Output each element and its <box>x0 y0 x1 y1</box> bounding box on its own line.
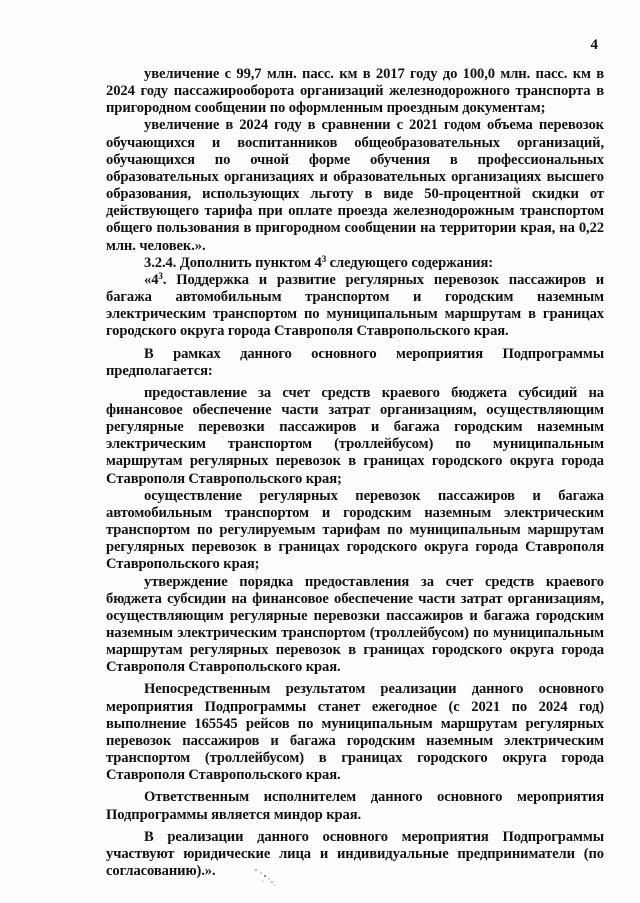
clause-superscript: 3 <box>321 253 327 264</box>
new-point-open: «4 <box>144 271 159 288</box>
clause-3-2-4 <box>106 255 604 272</box>
paragraph-subsidy: предоставление за счет средств краевого бюджета субсидий на финансовое обеспечение части затрат организациям, осуществляющим регулярные перевозки пассажиров и багажа городским наземным электрическим транспортом (троллейбусом) по муниципальным маршрутам регулярных перевозок в границах городского округа города Ставрополя Ставропольского края; <box>106 384 604 487</box>
clause-lead: 3.2.4. Дополнить пунктом 4 <box>144 254 322 271</box>
paragraph-procedure: утверждение порядка предоставления за счет средств краевого бюджета субсидии на финансовое обеспечение части затрат организациям, осуществляющим регулярные перевозки пассажиров и багажа городским наземным электрическим транспортом (троллейбусом) по муниципальным маршрутам регулярных перевозок в границах городского округа города Ставрополя Ставропольского края. <box>106 573 604 676</box>
paragraph-result: Непосредственным результатом реализации данного основного мероприятия Подпрограммы станет ежегодное (с 2021 по 2024 год) выполнение 165545 рейсов по муниципальным маршрутам регулярных перевозок пассажиров и багажа городским наземным электрическим транспортом (троллейбусом) в границах городского округа города Ставрополя Ставропольского края. <box>106 681 604 784</box>
intro-text: рамках данного основного мероприятия Подпрограммы предполагается: <box>106 345 605 379</box>
new-point-heading <box>106 272 604 341</box>
paragraph-executor: Ответственным исполнителем данного основного мероприятия Подпрограммы является миндор края. <box>106 789 604 823</box>
paragraph-intro <box>106 346 604 380</box>
intro-prefix: В <box>144 345 174 362</box>
new-point-superscript: 3 <box>158 270 163 281</box>
paragraph-regular-transport: осуществление регулярных перевозок пассажиров и багажа автомобильным транспортом и городским наземным электрическим транспортом по регулируемым тарифам по муниципальным маршрутам регулярных перевозок в границах городского округа города Ставрополя Ставропольского края; <box>106 487 604 573</box>
paragraph-passenger-turnover: увеличение с 99,7 млн. пасс. км в 2017 году до 100,0 млн. пасс. км в 2024 году пассажирооборота организаций железнодорожного транспорта в пригородном сообщении по оформленным проездным документам; <box>106 66 604 117</box>
scan-smudge <box>252 867 278 887</box>
document-body <box>106 66 604 880</box>
paragraph-student-transport: увеличение в 2024 году в сравнении с 2021 годом объема перевозок обучающихся и воспитанников общеобразовательных организаций, обучающихся по очной форме обучения в профессиональных образовательных организациях и образовательных организациях высшего образования, использующих льготу в виде 50-процентной скидки от действующего тарифа при оплате проезда железнодорожным транспортом общего пользования в пригородном сообщении на территории края, на 0,22 млн. человек.». <box>106 117 604 254</box>
clause-tail: следующего содержания: <box>326 254 494 271</box>
page-number: 4 <box>590 37 598 53</box>
paragraph-participants: В реализации данного основного мероприятия Подпрограммы участвуют юридические лица и индивидуальные предприниматели (по согласованию).». <box>106 828 604 880</box>
new-point-text: . Поддержка и развитие регулярных перевозок пассажиров и багажа автомобильным транспортом и городским наземным электрическим транспортом по муниципальным маршрутам в границах городского округа города Ставрополя Ставропольского края. <box>106 271 604 340</box>
